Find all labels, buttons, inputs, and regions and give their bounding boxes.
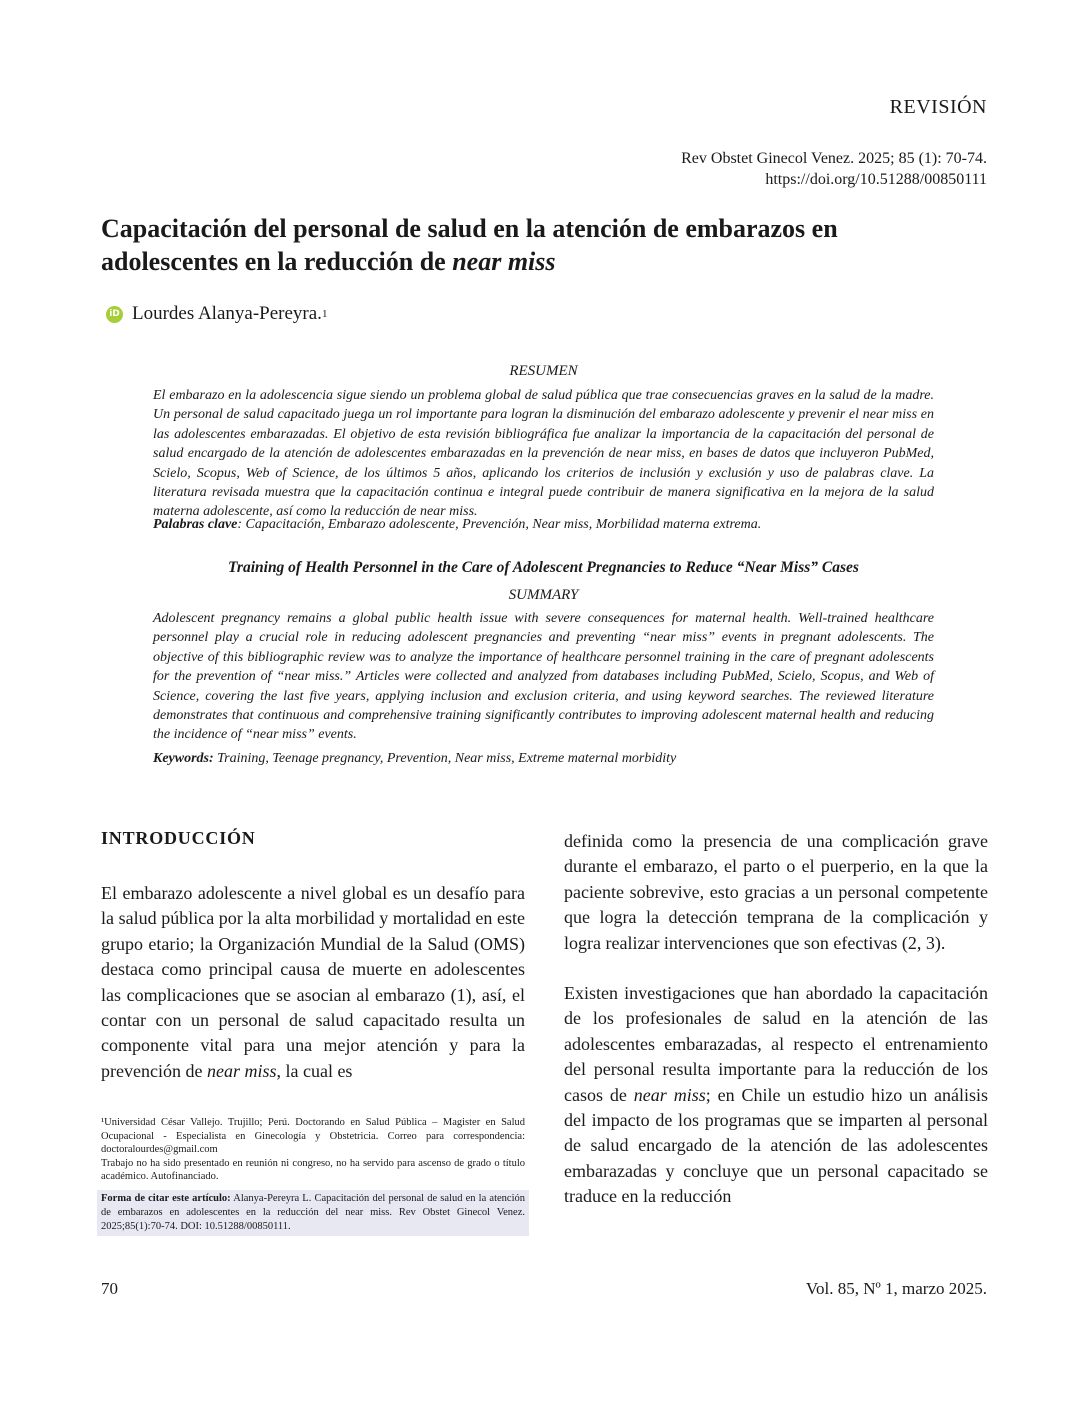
text: , la cual es xyxy=(276,1060,353,1081)
section-label: REVISIÓN xyxy=(889,96,987,118)
left-column xyxy=(101,881,525,1084)
title-italic: near miss xyxy=(452,247,556,276)
title-main: Capacitación del personal de salud en la atención de embarazos en adolescentes en la reducción de xyxy=(101,214,838,276)
footnotes xyxy=(101,1116,525,1184)
paragraph: definida como la presencia de una complicación grave durante el embarazo, el parto o el puerperio, en la que la paciente sobrevive, esto gracias a un personal competente que logra la detección temprana de la complicación y logra realizar intervenciones que son efectivas (2, 3). xyxy=(564,831,988,953)
resumen-body: El embarazo en la adolescencia sigue siendo un problema global de salud pública que trae consecuencias graves en la salud de la madre. Un personal de salud capacitado juega un rol importante para logran la disminución del embarazo adolescente y prevenir el near miss en las adolescentes embarazadas. El objetivo de esta revisión bibliográfica fue analizar la importancia de la capacitación del personal de salud encargado de la atención de adolescentes embarazadas en la prevención de near miss, en bases de datos que incluyeron PubMed, Scielo, Scopus, Web of Science, de los últimos 5 años, aplicando los criterios de inclusión y exclusión y uso de palabras clave. La literatura revisada muestra que la capacitación continua e integral puede contribuir de manera significativa en la mejora de la salud materna adolescente, así como la reducción de near miss. xyxy=(153,388,934,520)
summary-heading: SUMMARY xyxy=(508,587,579,603)
citation-line: Rev Obstet Ginecol Venez. 2025; 85 (1): 70-74. xyxy=(681,150,987,167)
cite-text: Alanya-Pereyra L. Capacitación del personal de salud en la atención de embarazos en adolescentes en la reducción del near miss. Rev Obstet Ginecol Venez. 2025;85(1):70-74. DOI: 10.51288/00850111. xyxy=(101,1193,525,1232)
resumen-heading: RESUMEN xyxy=(509,363,578,379)
right-column xyxy=(564,829,988,1210)
text: El embarazo adolescente a nivel global es un desafío para la salud pública por la alta morbilidad y mortalidad en este grupo etario; la Organización Mundial de la Salud (OMS) destaca como principal causa de muerte en adolescentes las complicaciones que se asocian al embarazo (1), así, el contar con un personal de salud capacitado resulta un componente vital para una mejor atención y para la prevención de xyxy=(101,883,525,1081)
page-number: 70 xyxy=(101,1279,118,1298)
text: ; en Chile un estudio hizo un análisis del impacto de los programas que se imparten al personal de salud encargado de la atención de las adolescentes embarazadas y concluye que un personal capacitado se traduce en la reducción xyxy=(564,1084,989,1207)
palabras-clave xyxy=(153,517,934,533)
keywords-text: Training, Teenage pregnancy, Prevention, Near miss, Extreme maternal morbidity xyxy=(213,751,677,766)
text: Existen investigaciones que han abordado la capacitación de los profesionales de salud en la atención de las adolescentes embarazadas, al respecto el entrenamiento del personal resulta importante para la reducción de los casos de xyxy=(564,983,988,1105)
journal-citation xyxy=(681,148,987,190)
summary-body: Adolescent pregnancy remains a global public health issue with severe consequences for maternal health. Well-trained healthcare personnel play a crucial role in reducing adolescent pregnancies and preventing “near miss” events in pregnant adolescents. The objective of this bibliographic review was to analyze the importance of healthcare personnel training in the care of pregnant adolescents for the prevention of “near miss.” Articles were collected and analyzed from databases including PubMed, Scielo, Scopus, and Web of Science, covering the last five years, applying inclusion and exclusion criteria, and using keyword searches. The reviewed literature demonstrates that continuous and comprehensive training significantly contributes to improving adolescent maternal health and reducing the incidence of “near miss” events. xyxy=(153,611,934,743)
author-name: Lourdes Alanya-Pereyra. xyxy=(132,303,322,324)
english-title: Training of Health Personnel in the Care of Adolescent Pregnancies to Reduce “Near Miss” Cases xyxy=(228,559,859,576)
section-heading: INTRODUCCIÓN xyxy=(101,828,256,848)
doi-link[interactable]: https://doi.org/10.51288/00850111 xyxy=(765,171,987,188)
article-title xyxy=(101,212,981,278)
author-line xyxy=(106,303,327,325)
cite-label: Forma de citar este artículo: xyxy=(101,1193,231,1204)
paragraph xyxy=(564,981,988,1210)
funding-footnote: Trabajo no ha sido presentado en reunión ni congreso, no ha servido para ascenso de grado o título académico. Autofinanciado. xyxy=(101,1157,525,1182)
italic-term: near miss xyxy=(206,1060,277,1081)
keywords-label: Keywords: xyxy=(153,751,214,766)
italic-term: near miss xyxy=(633,1084,706,1105)
keywords-label: Palabras clave xyxy=(153,517,238,532)
volume-info: Vol. 85, Nº 1, marzo 2025. xyxy=(805,1279,987,1298)
keywords xyxy=(153,751,934,767)
orcid-icon[interactable]: iD xyxy=(106,306,123,323)
paragraph xyxy=(101,881,525,1084)
how-to-cite-box xyxy=(97,1190,529,1236)
affiliation-mark: 1 xyxy=(321,308,328,320)
affiliation-footnote: ¹Universidad César Vallejo. Trujillo; Perú. Doctorando en Salud Pública – Magister en Salud Ocupacional - Especialista en Ginecología y Obstetricia. Correo para correspondencia: doctoralourdes@gmail.com xyxy=(101,1117,525,1155)
keywords-text: : Capacitación, Embarazo adolescente, Prevención, Near miss, Morbilidad materna extrema. xyxy=(237,517,762,532)
